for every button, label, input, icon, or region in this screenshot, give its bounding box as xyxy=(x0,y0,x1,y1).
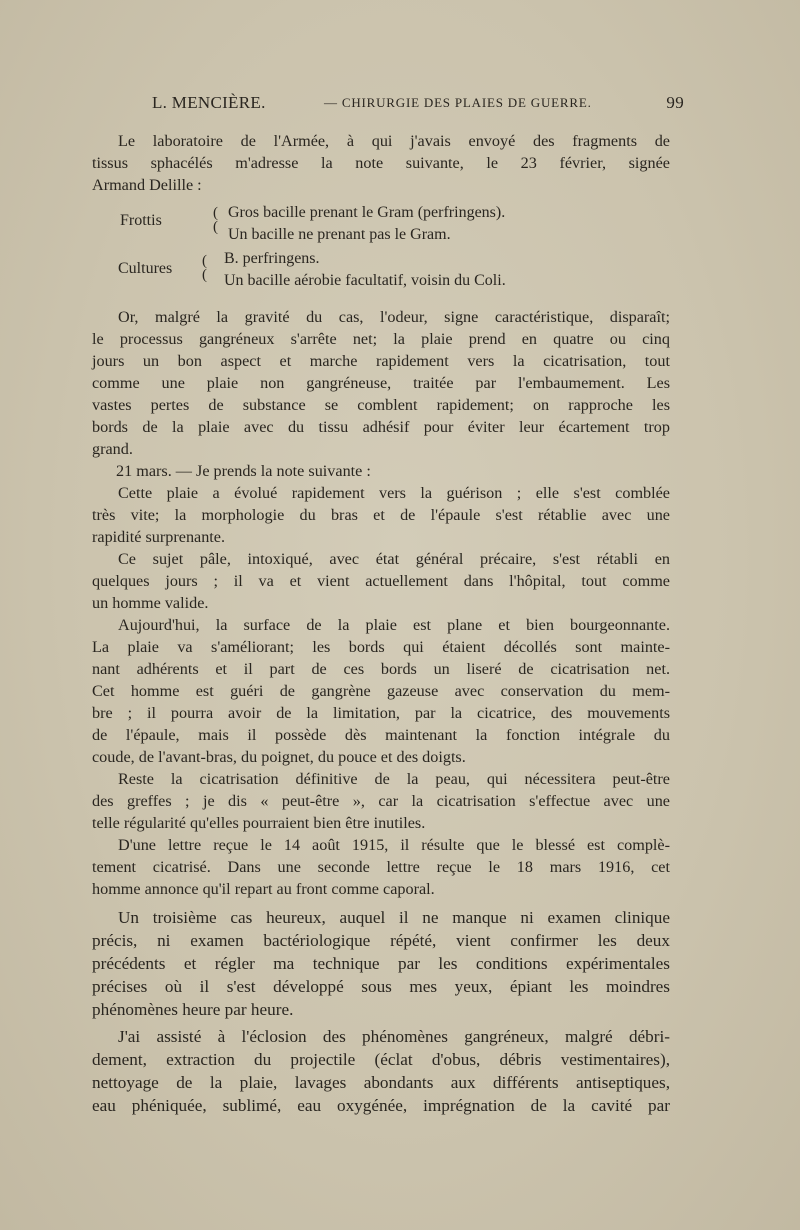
header-title: — CHIRURGIE DES PLAIES DE GUERRE. xyxy=(324,95,592,110)
running-header xyxy=(152,93,684,115)
text-line: Cette plaie a évolué rapidement vers la guérison ; elle s'est comblée xyxy=(118,484,670,502)
text-line: dement, extraction du projectile (éclat d'obus, débris vestimentaires), xyxy=(92,1050,670,1069)
text-line: précises où il s'est développé sous mes yeux, épiant les moindres xyxy=(92,977,670,996)
text-line: précis, ni examen bactériologique répété, vient confirmer les deux xyxy=(92,931,670,950)
text-line: bre ; il pourra avoir de la limitation, par la cicatrice, des mouvements xyxy=(92,704,670,722)
text-line: grand. xyxy=(92,440,133,458)
text-line: 21 mars. — Je prends la note suivante : xyxy=(116,462,371,480)
frottis-label: Frottis xyxy=(120,212,162,229)
text-line: Ce sujet pâle, intoxiqué, avec état général précaire, s'est rétabli en xyxy=(118,550,670,568)
text-line: D'une lettre reçue le 14 août 1915, il résulte que le blessé est complè- xyxy=(118,836,670,854)
text-line: vastes pertes de substance se comblent rapidement; on rapproche les xyxy=(92,396,670,414)
text-line: phénomènes heure par heure. xyxy=(92,1000,294,1019)
page-number: 99 xyxy=(666,93,684,112)
text-line: comme une plaie non gangréneuse, traitée par l'embaumement. Les xyxy=(92,374,670,392)
brace-icon: ( ( xyxy=(213,205,218,235)
header-author: L. MENCIÈRE. xyxy=(152,93,266,112)
text-line: Le laboratoire de l'Armée, à qui j'avais envoyé des fragments de xyxy=(118,132,670,150)
text-line: des greffes ; je dis « peut-être », car la cicatrisation s'effectue avec une xyxy=(92,792,670,810)
text-line: nettoyage de la plaie, lavages abondants aux différents antiseptiques, xyxy=(92,1073,670,1092)
text-line: homme annonce qu'il repart au front comme caporal. xyxy=(92,880,435,898)
brace-icon: ( ( xyxy=(202,253,207,283)
text-line: tissus sphacélés m'adresse la note suivante, le 23 février, signée xyxy=(92,154,670,172)
text-line: Cet homme est guéri de gangrène gazeuse avec conservation du mem- xyxy=(92,682,670,700)
text-line: tement cicatrisé. Dans une seconde lettre reçue le 18 mars 1916, cet xyxy=(92,858,670,876)
text-line: Aujourd'hui, la surface de la plaie est plane et bien bourgeonnante. xyxy=(118,616,670,634)
text-line: Un troisième cas heureux, auquel il ne manque ni examen clinique xyxy=(118,908,670,927)
frottis-line: Un bacille ne prenant pas le Gram. xyxy=(228,226,451,243)
frottis-line: Gros bacille prenant le Gram (perfringens). xyxy=(228,204,506,221)
text-line: eau phéniquée, sublimé, eau oxygénée, imprégnation de la cavité par xyxy=(92,1096,670,1115)
text-line: quelques jours ; il va et vient actuellement dans l'hôpital, tout comme xyxy=(92,572,670,590)
text-line: nant adhérents et il part de ces bords un liseré de cicatrisation net. xyxy=(92,660,670,678)
cultures-line: B. perfringens. xyxy=(224,250,320,267)
text-line: telle régularité qu'elles pourraient bien être inutiles. xyxy=(92,814,426,832)
text-line: un homme valide. xyxy=(92,594,209,612)
text-line: coude, de l'avant-bras, du poignet, du pouce et des doigts. xyxy=(92,748,466,766)
text-line: La plaie va s'améliorant; les bords qui étaient décollés sont mainte- xyxy=(92,638,670,656)
text-line: de l'épaule, mais il possède dès maintenant la fonction intégrale du xyxy=(92,726,670,744)
text-line: rapidité surprenante. xyxy=(92,528,226,546)
cultures-label: Cultures xyxy=(118,260,173,277)
text-line: très vite; la morphologie du bras et de l'épaule s'est rétablie avec une xyxy=(92,506,670,524)
text-line: Or, malgré la gravité du cas, l'odeur, signe caractéristique, disparaît; xyxy=(118,308,670,326)
text-line: Reste la cicatrisation définitive de la peau, qui nécessitera peut-être xyxy=(118,770,670,788)
cultures-line: Un bacille aérobie facultatif, voisin du Coli. xyxy=(224,272,506,289)
text-line: J'ai assisté à l'éclosion des phénomènes gangréneux, malgré débri- xyxy=(118,1027,670,1046)
text-line: le processus gangréneux s'arrête net; la plaie prend en quatre ou cinq xyxy=(92,330,670,348)
text-line: bords de la plaie avec du tissu adhésif pour éviter leur écartement trop xyxy=(92,418,670,436)
text-line: jours un bon aspect et marche rapidement vers la cicatrisation, tout xyxy=(92,352,670,370)
text-line: Armand Delille : xyxy=(92,176,202,194)
text-line: précédents et régler ma technique par les conditions expérimentales xyxy=(92,954,670,973)
